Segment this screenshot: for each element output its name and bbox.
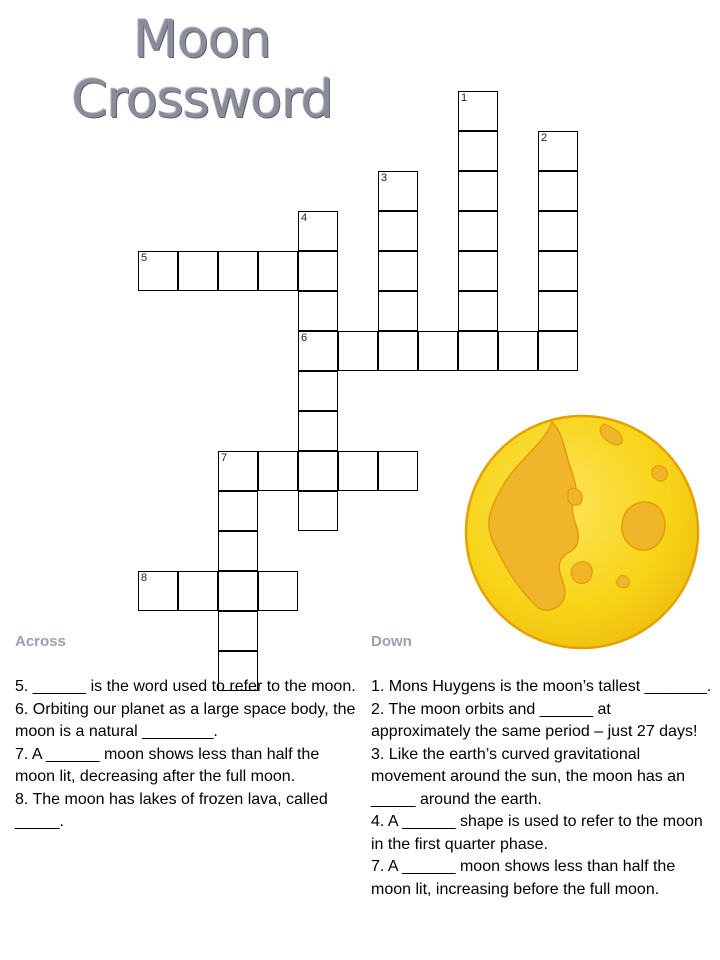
crossword-cell[interactable] <box>458 91 498 131</box>
crossword-cell[interactable] <box>218 611 258 651</box>
crossword-cell[interactable] <box>338 451 378 491</box>
crossword-cell[interactable] <box>458 291 498 331</box>
across-clue-5: 5. ______ is the word used to refer to the moon. <box>15 678 356 695</box>
crossword-cell[interactable] <box>138 251 178 291</box>
page-title-line2: Crossword <box>71 70 333 130</box>
crossword-cell[interactable] <box>298 411 338 451</box>
crossword-cell[interactable] <box>378 451 418 491</box>
crossword-cell[interactable] <box>298 211 338 251</box>
crossword-cell[interactable] <box>378 251 418 291</box>
crossword-cell[interactable] <box>378 291 418 331</box>
page-title-line1: Moon <box>133 10 271 70</box>
crossword-cell[interactable] <box>218 251 258 291</box>
crossword-cell[interactable] <box>258 251 298 291</box>
crossword-cell[interactable] <box>258 571 298 611</box>
across-heading: Across <box>15 633 66 650</box>
crossword-cell[interactable] <box>378 211 418 251</box>
crossword-cell[interactable] <box>378 331 418 371</box>
crossword-cell[interactable] <box>538 131 578 171</box>
cell-number: 7 <box>221 452 228 464</box>
cell-number: 5 <box>141 252 148 264</box>
crossword-cell[interactable] <box>458 251 498 291</box>
crossword-cell[interactable] <box>298 491 338 531</box>
moon-illustration-icon <box>464 414 700 650</box>
crossword-cell[interactable] <box>458 131 498 171</box>
crossword-cell[interactable] <box>338 331 378 371</box>
crossword-cell[interactable] <box>378 171 418 211</box>
crossword-cell[interactable] <box>218 531 258 571</box>
across-clue-8: 8. The moon has lakes of frozen lava, called _____. <box>15 790 328 830</box>
cell-number: 6 <box>301 332 308 344</box>
crossword-cell[interactable] <box>138 571 178 611</box>
crossword-cell[interactable] <box>218 491 258 531</box>
across-clue-6: 6. Orbiting our planet as a large space body, the moon is a natural ________. <box>15 700 356 740</box>
crossword-cell[interactable] <box>258 451 298 491</box>
crossword-cell[interactable] <box>218 451 258 491</box>
cell-number: 3 <box>381 172 388 184</box>
crossword-cell[interactable] <box>298 331 338 371</box>
crossword-cell[interactable] <box>178 251 218 291</box>
across-clue-7: 7. A ______ moon shows less than half the moon lit, decreasing after the full moon. <box>15 745 320 785</box>
crossword-cell[interactable] <box>458 171 498 211</box>
crossword-cell[interactable] <box>298 251 338 291</box>
crossword-cell[interactable] <box>538 251 578 291</box>
crossword-cell[interactable] <box>178 571 218 611</box>
down-clue-4: 4. A ______ shape is used to refer to the moon in the first quarter phase. <box>371 813 703 853</box>
crossword-cell[interactable] <box>298 371 338 411</box>
down-clue-2: 2. The moon orbits and ______ at approximately the same period – just 27 days! <box>371 700 698 740</box>
across-clues <box>15 676 360 834</box>
crossword-cell[interactable] <box>498 331 538 371</box>
crossword-cell[interactable] <box>538 331 578 371</box>
down-heading: Down <box>371 633 412 650</box>
cell-number: 8 <box>141 572 148 584</box>
crossword-cell[interactable] <box>298 451 338 491</box>
crossword-cell[interactable] <box>538 291 578 331</box>
crossword-cell[interactable] <box>538 211 578 251</box>
cell-number: 1 <box>461 92 468 104</box>
crossword-cell[interactable] <box>458 331 498 371</box>
cell-number: 2 <box>541 132 548 144</box>
down-clues <box>371 676 713 901</box>
crossword-cell[interactable] <box>418 331 458 371</box>
crossword-cell[interactable] <box>458 211 498 251</box>
down-clue-1: 1. Mons Huygens is the moon’s tallest _______. <box>371 678 712 695</box>
cell-number: 4 <box>301 212 308 224</box>
crossword-cell[interactable] <box>218 571 258 611</box>
crossword-cell[interactable] <box>538 171 578 211</box>
down-clue-7: 7. A ______ moon shows less than half the moon lit, increasing before the full moon. <box>371 858 676 898</box>
down-clue-3: 3. Like the earth’s curved gravitational movement around the sun, the moon has an _____ around the earth. <box>371 745 685 808</box>
crossword-cell[interactable] <box>298 291 338 331</box>
